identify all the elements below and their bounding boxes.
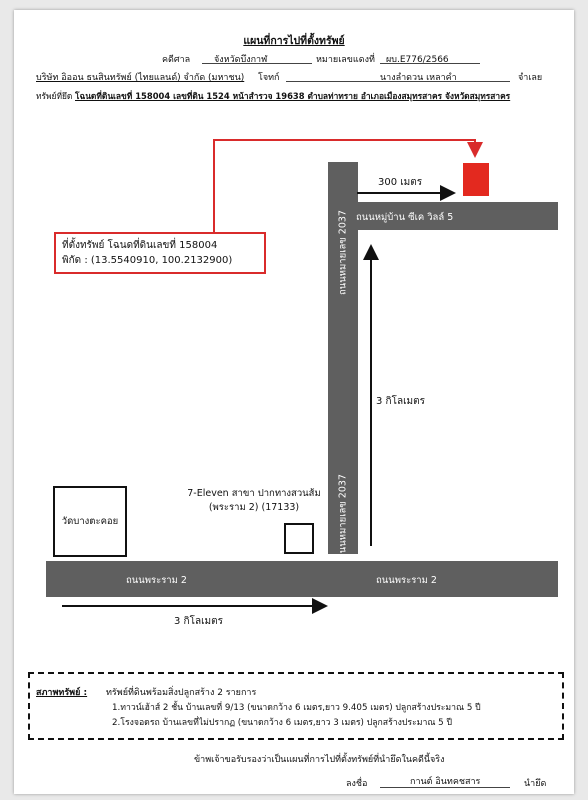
plaintiff-suffix: โจทก์ xyxy=(258,73,280,83)
road-label-rama2-left: ถนนพระราม 2 xyxy=(126,575,187,586)
sign-label: ลงชื่อ xyxy=(346,779,368,789)
road-label-2037-lower: ถนนหมายเลข 2037 xyxy=(337,474,349,559)
property-label: ทรัพย์ที่ยึด xyxy=(36,91,73,101)
case-label: หมายเลขแดงที่ xyxy=(316,55,375,65)
location-coords: พิกัด : (13.5540910, 100.2132900) xyxy=(62,255,233,266)
seven-eleven-line2: (พระราม 2) (17133) xyxy=(208,502,300,513)
seven-eleven-label xyxy=(184,487,324,515)
distance-3km-horizontal: 3 กิโลเมตร xyxy=(174,616,223,627)
case-value: ผบ.E776/2566 xyxy=(386,55,449,65)
defendant-name: นางลำดวน เหลาคำ xyxy=(380,73,457,83)
location-title: ที่ตั้งทรัพย์ โฉนดที่ดินเลขที่ 158004 xyxy=(62,240,218,251)
road-label-ck-ville: ถนนหมู่บ้าน ซีเค วิลล์ 5 xyxy=(356,212,454,223)
condition-line1: ทรัพย์ที่ดินพร้อมสิ่งปลูกสร้าง 2 รายการ xyxy=(106,688,257,698)
seven-eleven-landmark xyxy=(284,523,314,554)
document-title: แผนที่การไปที่ตั้งทรัพย์ xyxy=(243,35,345,47)
property-value: โฉนดที่ดินเลขที่ 158004 เลขที่ดิน 1524 หน้าสำรวจ 19638 ตำบลท่าทราย อำเภอเมืองสมุทรสาคร จังหวัดสมุทรสาคร xyxy=(75,91,511,101)
court-value: จังหวัดบึงกาฬ xyxy=(214,55,268,65)
certify-text: ข้าพเจ้าขอรับรองว่าเป็นแผนที่การไปที่ตั้งทรัพย์ที่นำยึดในคดีนี้จริง xyxy=(194,755,445,765)
temple-landmark xyxy=(53,486,127,557)
condition-line3: 2.โรงจอดรถ บ้านเลขที่ไม่ปรากฏ (ขนาดกว้าง 6 เมตร,ยาว 3 เมตร) ปลูกสร้างประมาณ 5 ปี xyxy=(112,718,452,728)
location-callout xyxy=(54,232,266,274)
signature-line xyxy=(380,787,510,788)
condition-label: สภาพทรัพย์ : xyxy=(36,688,88,698)
court-label: คดีศาล xyxy=(162,55,191,65)
road-label-rama2-right: ถนนพระราม 2 xyxy=(376,575,437,586)
defendant-suffix: จำเลย xyxy=(518,73,543,83)
callout-line xyxy=(214,140,475,232)
document-sheet xyxy=(14,10,574,794)
road-label-2037-upper: ถนนหมายเลข 2037 xyxy=(337,210,349,295)
signer-name: กานต์ อินทคชสาร xyxy=(410,777,481,787)
temple-label: วัดบางตะคอย xyxy=(61,516,119,527)
signer-role: นำยึด xyxy=(524,779,547,789)
distance-300m: 300 เมตร xyxy=(378,177,423,188)
condition-line2: 1.ทาวน์เฮ้าส์ 2 ชั้น บ้านเลขที่ 9/13 (ขนาดกว้าง 6 เมตร,ยาว 9.405 เมตร) ปลูกสร้างประมาณ 5 ปี xyxy=(112,703,481,713)
distance-3km-vertical: 3 กิโลเมตร xyxy=(376,396,425,407)
seven-eleven-line1: 7-Eleven สาขา ปากทางสวนส้ม xyxy=(187,488,321,499)
plaintiff-name: บริษัท อิออน ธนสินทรัพย์ (ไทยแลนด์) จำกัด (มหาชน) xyxy=(36,73,245,83)
property-marker xyxy=(463,163,489,196)
